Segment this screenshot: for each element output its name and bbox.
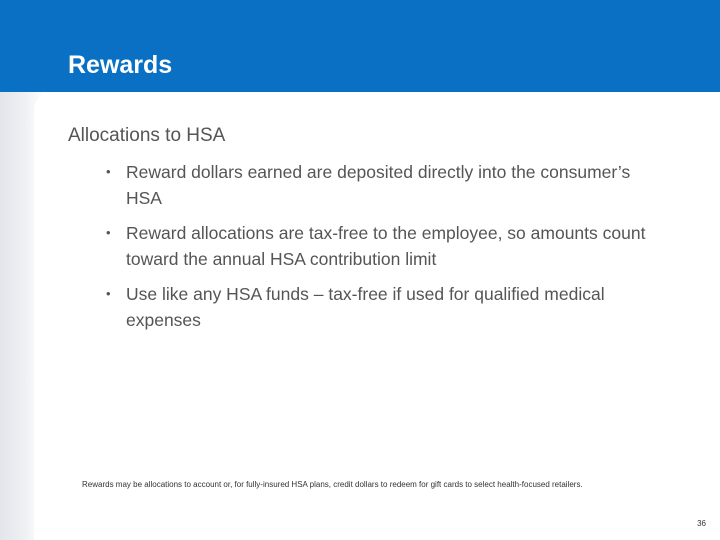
bullet-dot-icon: • xyxy=(106,286,111,301)
bullet-item xyxy=(106,220,666,272)
bullet-text: Reward allocations are tax-free to the employee, so amounts count toward the annual HSA contribution limit xyxy=(126,223,646,269)
bullet-item xyxy=(106,281,666,333)
slide-title: Rewards xyxy=(68,51,173,79)
footnote: Rewards may be allocations to account or, for fully-insured HSA plans, credit dollars to redeem for gift cards to select health-focused retailers. xyxy=(82,480,583,489)
bullet-dot-icon: • xyxy=(106,164,111,179)
bullet-list xyxy=(106,159,666,342)
bullet-item xyxy=(106,159,666,211)
bullet-text: Use like any HSA funds – tax-free if used for qualified medical expenses xyxy=(126,284,605,330)
section-subheading: Allocations to HSA xyxy=(68,125,226,146)
bullet-text: Reward dollars earned are deposited directly into the consumer’s HSA xyxy=(126,162,631,208)
page-number: 36 xyxy=(697,519,706,528)
bullet-dot-icon: • xyxy=(106,225,111,240)
